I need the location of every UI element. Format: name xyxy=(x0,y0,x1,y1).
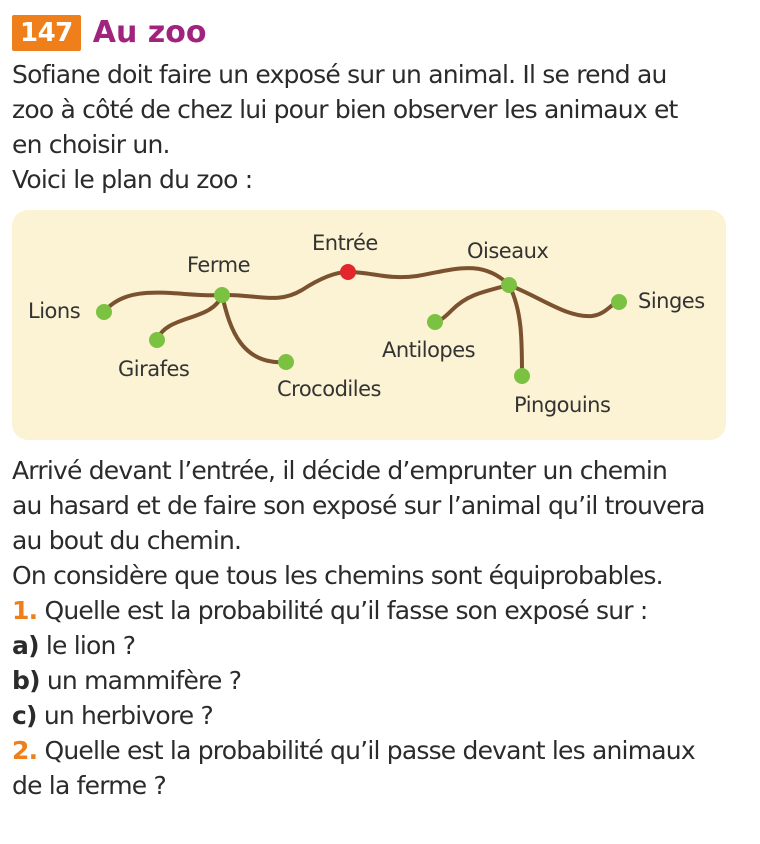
label-entree: Entrée xyxy=(312,231,378,255)
question-2-text-line2: de la ferme ? xyxy=(12,771,166,800)
path-lions-ferme xyxy=(104,293,222,312)
label-lions: Lions xyxy=(28,299,81,323)
body-line: On considère que tous les chemins sont équiprobables. xyxy=(12,561,663,590)
path-oiseaux-pingouins xyxy=(509,285,522,376)
node-girafes xyxy=(149,332,165,348)
path-oiseaux-singes xyxy=(509,285,619,316)
body-line: au bout du chemin. xyxy=(12,526,242,555)
path-oiseaux-antilopes xyxy=(435,285,509,322)
intro-line: Voici le plan du zoo : xyxy=(12,165,253,194)
body-line: Arrivé devant l’entrée, il décide d’emprunter un chemin xyxy=(12,456,668,485)
question-1 xyxy=(12,593,752,628)
intro-line: en choisir un. xyxy=(12,130,170,159)
question-2 xyxy=(12,733,752,768)
question-1a-text: le lion ? xyxy=(45,631,136,660)
zoo-map-diagram xyxy=(12,210,726,440)
label-oiseaux: Oiseaux xyxy=(467,239,549,263)
node-crocodiles xyxy=(278,354,294,370)
question-1-number: 1. xyxy=(12,596,38,625)
label-girafes: Girafes xyxy=(118,357,190,381)
exercise-body xyxy=(12,453,752,803)
label-crocodiles: Crocodiles xyxy=(277,377,381,401)
question-2-number: 2. xyxy=(12,736,38,765)
intro-line: Sofiane doit faire un exposé sur un animal. Il se rend au xyxy=(12,60,667,89)
label-pingouins: Pingouins xyxy=(514,393,611,417)
question-1c-label: c) xyxy=(12,701,37,730)
question-2-text-line1: Quelle est la probabilité qu’il passe devant les animaux xyxy=(44,736,695,765)
exercise-header xyxy=(12,14,206,52)
question-1c xyxy=(12,698,752,733)
label-ferme: Ferme xyxy=(187,253,250,277)
node-antilopes xyxy=(427,314,443,330)
zoo-map xyxy=(12,210,726,440)
label-antilopes: Antilopes xyxy=(382,338,476,362)
label-singes: Singes xyxy=(638,289,705,313)
node-oiseaux xyxy=(501,277,517,293)
exercise-number-badge: 147 xyxy=(12,15,81,51)
question-1a-label: a) xyxy=(12,631,39,660)
node-lions xyxy=(96,304,112,320)
intro-line: zoo à côté de chez lui pour bien observer les animaux et xyxy=(12,95,678,124)
intro-paragraph xyxy=(12,57,752,197)
path-ferme-crocodiles xyxy=(222,295,286,362)
node-ferme xyxy=(214,287,230,303)
node-entree xyxy=(340,264,356,280)
question-1b xyxy=(12,663,752,698)
node-pingouins xyxy=(514,368,530,384)
exercise-title: Au zoo xyxy=(92,15,207,50)
question-1b-label: b) xyxy=(12,666,40,695)
question-1c-text: un herbivore ? xyxy=(43,701,213,730)
path-ferme-girafes xyxy=(157,295,222,340)
question-1a xyxy=(12,628,752,663)
question-1-text: Quelle est la probabilité qu’il fasse son exposé sur : xyxy=(44,596,648,625)
question-1b-text: un mammifère ? xyxy=(46,666,242,695)
body-line: au hasard et de faire son exposé sur l’animal qu’il trouvera xyxy=(12,491,705,520)
node-singes xyxy=(611,294,627,310)
path-entree-oiseaux xyxy=(348,268,509,285)
